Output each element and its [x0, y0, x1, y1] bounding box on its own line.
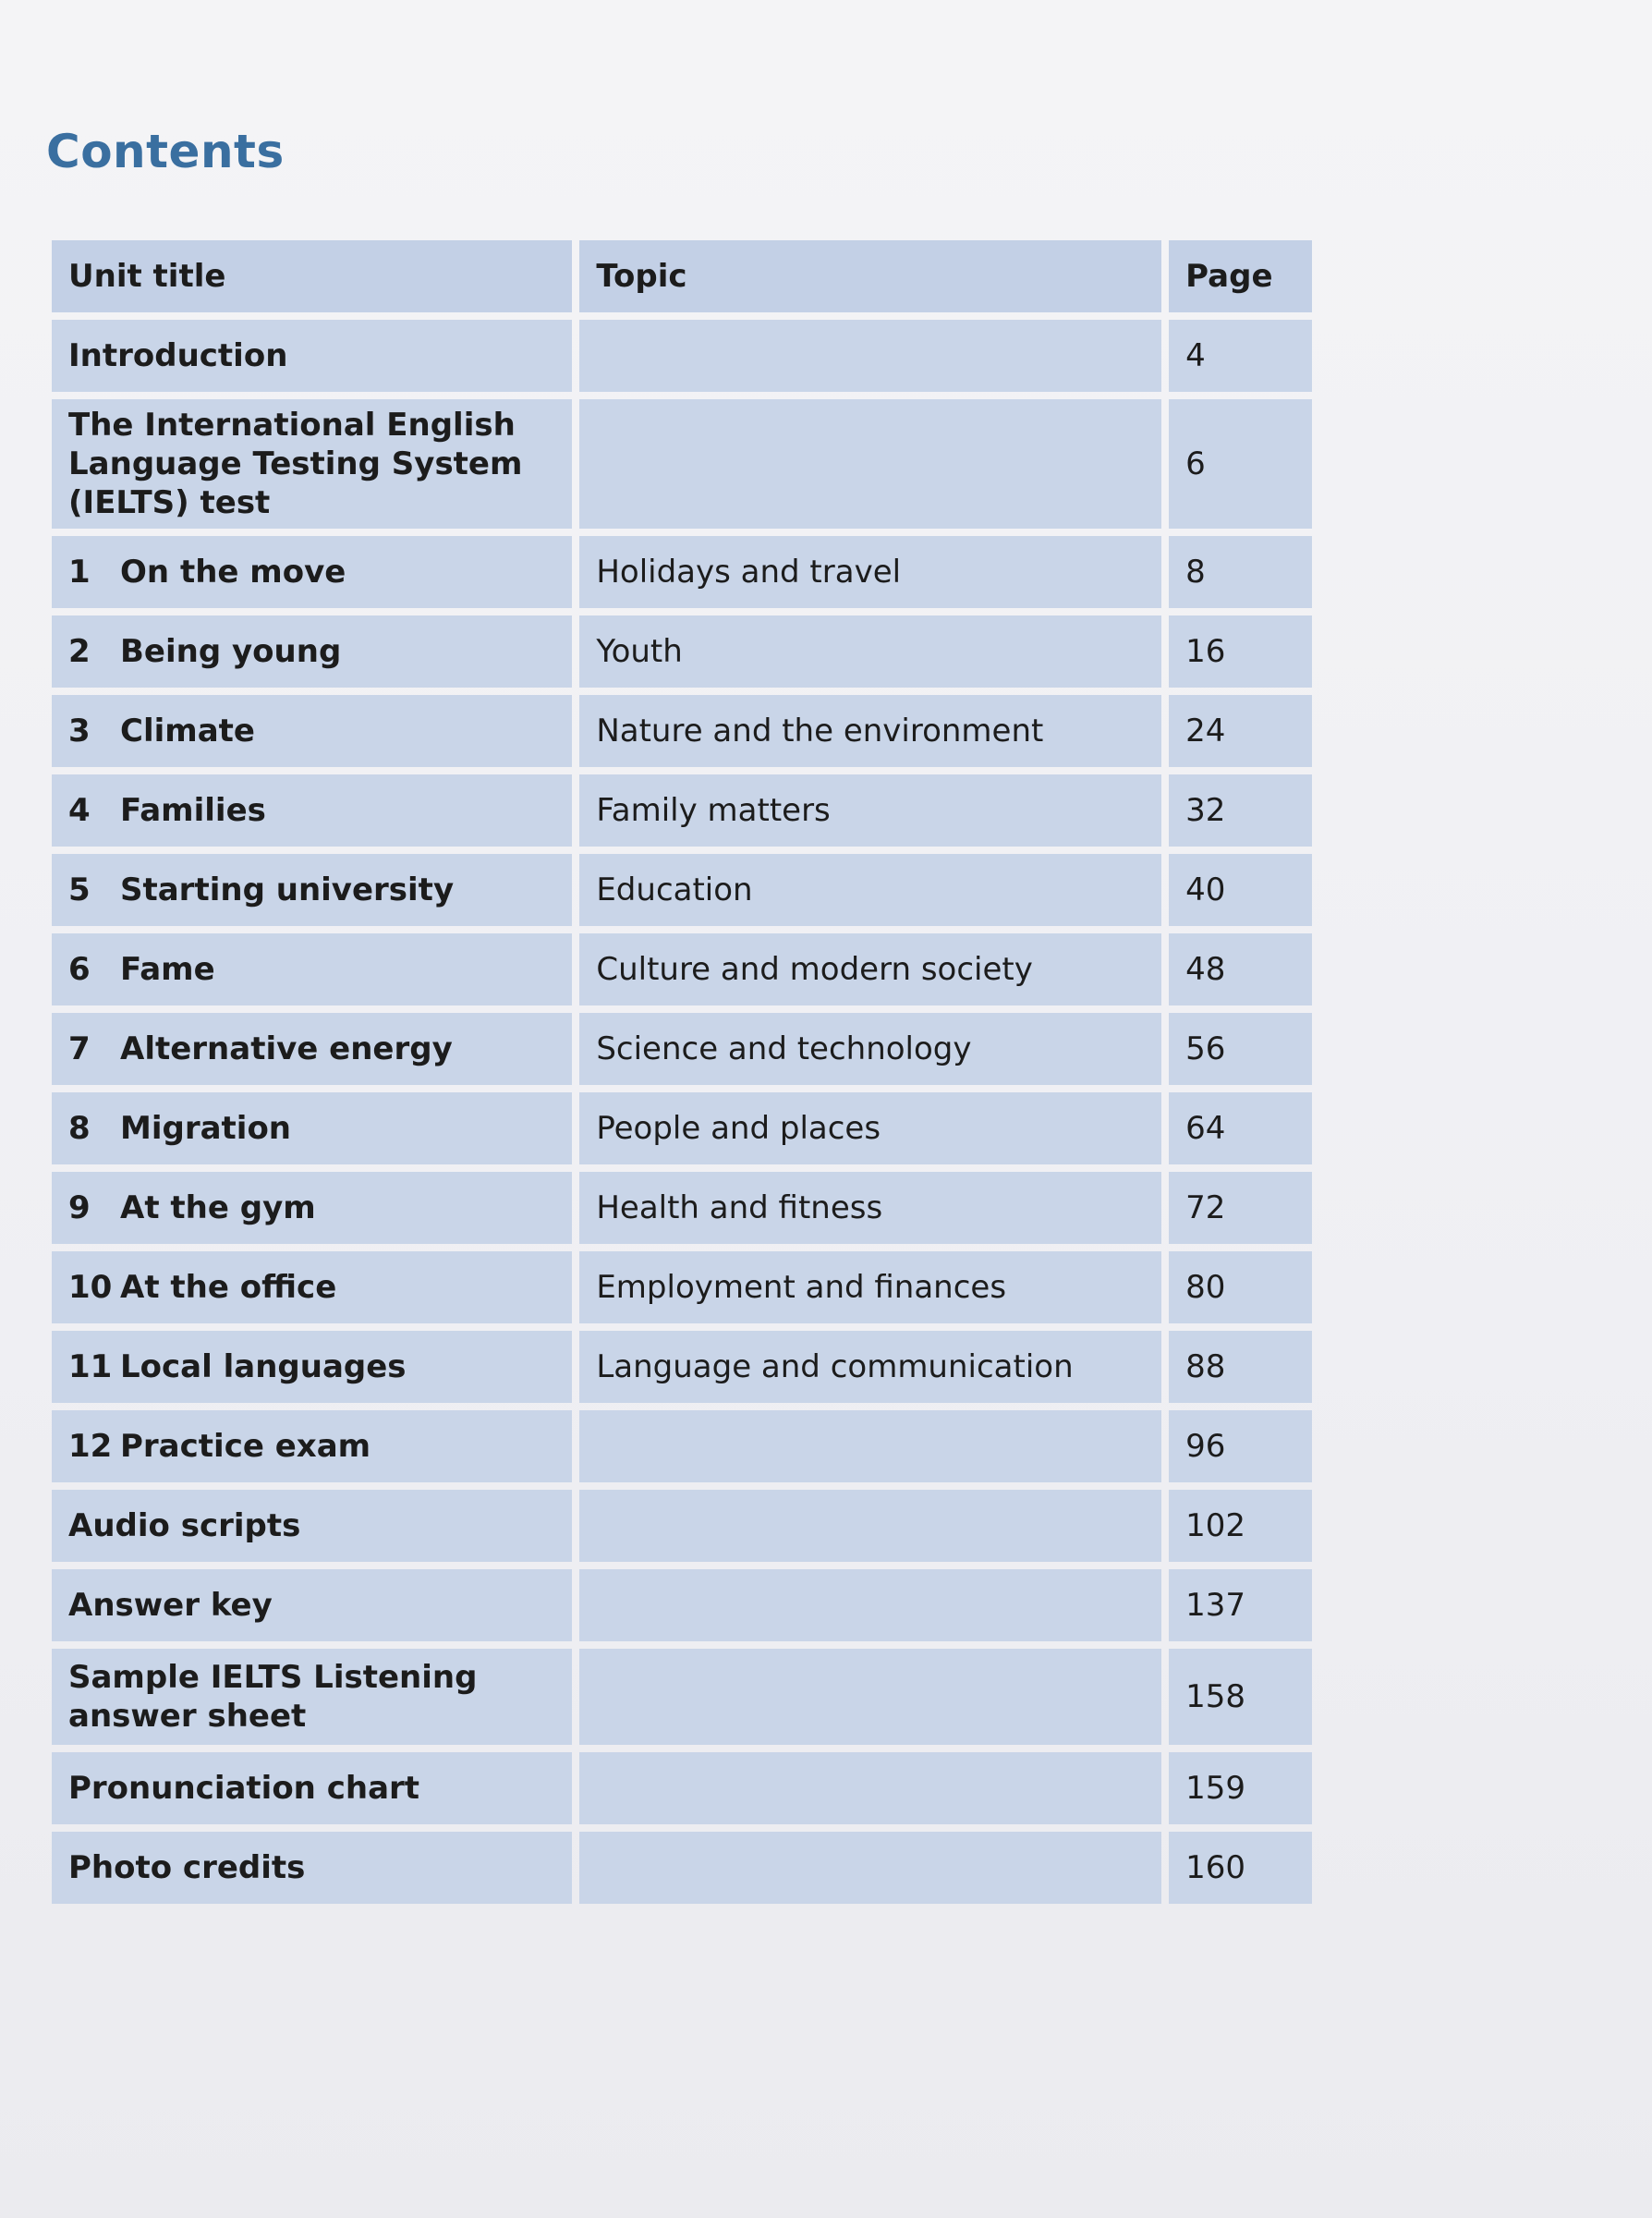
unit-topic: Culture and modern society	[579, 933, 1161, 1005]
unit-title-cell	[52, 1172, 572, 1244]
unit-title-cell	[52, 854, 572, 926]
table-row	[52, 1649, 1312, 1745]
table-row	[52, 399, 1312, 529]
unit-page: 88	[1169, 1331, 1312, 1403]
back-page: 160	[1169, 1832, 1312, 1904]
table-row	[52, 854, 1312, 926]
unit-page: 72	[1169, 1172, 1312, 1244]
unit-topic	[579, 1410, 1161, 1482]
back-topic	[579, 1752, 1161, 1824]
header-page: Page	[1169, 240, 1312, 312]
unit-page: 56	[1169, 1013, 1312, 1085]
unit-topic: Nature and the environment	[579, 695, 1161, 767]
unit-number: 11	[68, 1348, 113, 1385]
unit-topic: Youth	[579, 615, 1161, 688]
unit-topic: Health and fitness	[579, 1172, 1161, 1244]
back-page: 102	[1169, 1490, 1312, 1562]
unit-page: 96	[1169, 1410, 1312, 1482]
unit-number: 9	[68, 1189, 91, 1226]
back-title: Sample IELTS Listening answer sheet	[52, 1649, 572, 1745]
table-row	[52, 1013, 1312, 1085]
table-row	[52, 1832, 1312, 1904]
table-row	[52, 1251, 1312, 1323]
contents-table	[44, 233, 1319, 1911]
unit-title-cell	[52, 1410, 572, 1482]
table-row	[52, 1410, 1312, 1482]
unit-page: 32	[1169, 774, 1312, 847]
unit-title: Local languages	[120, 1348, 407, 1385]
unit-number: 8	[68, 1110, 91, 1147]
unit-title: Fame	[120, 951, 215, 988]
unit-title-cell	[52, 1013, 572, 1085]
unit-title: Families	[120, 792, 266, 829]
unit-number: 6	[68, 951, 91, 988]
front-page: 4	[1169, 320, 1312, 392]
table-row	[52, 695, 1312, 767]
unit-page: 16	[1169, 615, 1312, 688]
table-row	[52, 1490, 1312, 1562]
header-unit-title: Unit title	[52, 240, 572, 312]
unit-title-cell	[52, 1251, 572, 1323]
unit-page: 64	[1169, 1092, 1312, 1164]
back-title: Photo credits	[52, 1832, 572, 1904]
table-row	[52, 1172, 1312, 1244]
unit-title: At the office	[120, 1269, 337, 1306]
unit-title: Climate	[120, 713, 255, 749]
unit-number: 10	[68, 1269, 113, 1306]
unit-number: 3	[68, 713, 91, 749]
unit-number: 4	[68, 792, 91, 829]
unit-title-cell	[52, 1092, 572, 1164]
back-topic	[579, 1490, 1161, 1562]
unit-title: Being young	[120, 633, 342, 670]
unit-topic: Holidays and travel	[579, 536, 1161, 608]
unit-topic: People and places	[579, 1092, 1161, 1164]
table-row	[52, 1569, 1312, 1641]
back-page: 137	[1169, 1569, 1312, 1641]
header-topic: Topic	[579, 240, 1161, 312]
unit-number: 12	[68, 1428, 113, 1465]
front-topic	[579, 320, 1161, 392]
table-row	[52, 933, 1312, 1005]
table-header-row	[52, 240, 1312, 312]
unit-number: 7	[68, 1030, 91, 1067]
unit-page: 40	[1169, 854, 1312, 926]
unit-title-cell	[52, 615, 572, 688]
unit-title: On the move	[120, 554, 346, 591]
front-title: Introduction	[52, 320, 572, 392]
unit-title: Practice exam	[120, 1428, 371, 1465]
table-row	[52, 774, 1312, 847]
unit-title: At the gym	[120, 1189, 316, 1226]
unit-title: Alternative energy	[120, 1030, 453, 1067]
unit-page: 48	[1169, 933, 1312, 1005]
table-row	[52, 536, 1312, 608]
unit-title: Migration	[120, 1110, 292, 1147]
unit-title-cell	[52, 1331, 572, 1403]
unit-title-cell	[52, 774, 572, 847]
unit-topic: Education	[579, 854, 1161, 926]
table-row	[52, 615, 1312, 688]
back-page: 159	[1169, 1752, 1312, 1824]
page-title: Contents	[46, 125, 285, 178]
unit-number: 2	[68, 633, 91, 670]
table-row	[52, 320, 1312, 392]
table-row	[52, 1752, 1312, 1824]
front-topic	[579, 399, 1161, 529]
unit-topic: Employment and finances	[579, 1251, 1161, 1323]
unit-topic: Language and communication	[579, 1331, 1161, 1403]
unit-title-cell	[52, 536, 572, 608]
unit-topic: Science and technology	[579, 1013, 1161, 1085]
unit-number: 5	[68, 871, 91, 908]
front-page: 6	[1169, 399, 1312, 529]
front-title: The International English Language Testing System (IELTS) test	[52, 399, 572, 529]
back-title: Answer key	[52, 1569, 572, 1641]
back-title: Pronunciation chart	[52, 1752, 572, 1824]
unit-title-cell	[52, 695, 572, 767]
unit-title-cell	[52, 933, 572, 1005]
back-topic	[579, 1569, 1161, 1641]
unit-page: 8	[1169, 536, 1312, 608]
back-topic	[579, 1649, 1161, 1745]
back-topic	[579, 1832, 1161, 1904]
unit-topic: Family matters	[579, 774, 1161, 847]
table-row	[52, 1092, 1312, 1164]
unit-number: 1	[68, 554, 91, 591]
unit-title: Starting university	[120, 871, 455, 908]
unit-page: 80	[1169, 1251, 1312, 1323]
back-title: Audio scripts	[52, 1490, 572, 1562]
back-page: 158	[1169, 1649, 1312, 1745]
table-row	[52, 1331, 1312, 1403]
unit-page: 24	[1169, 695, 1312, 767]
